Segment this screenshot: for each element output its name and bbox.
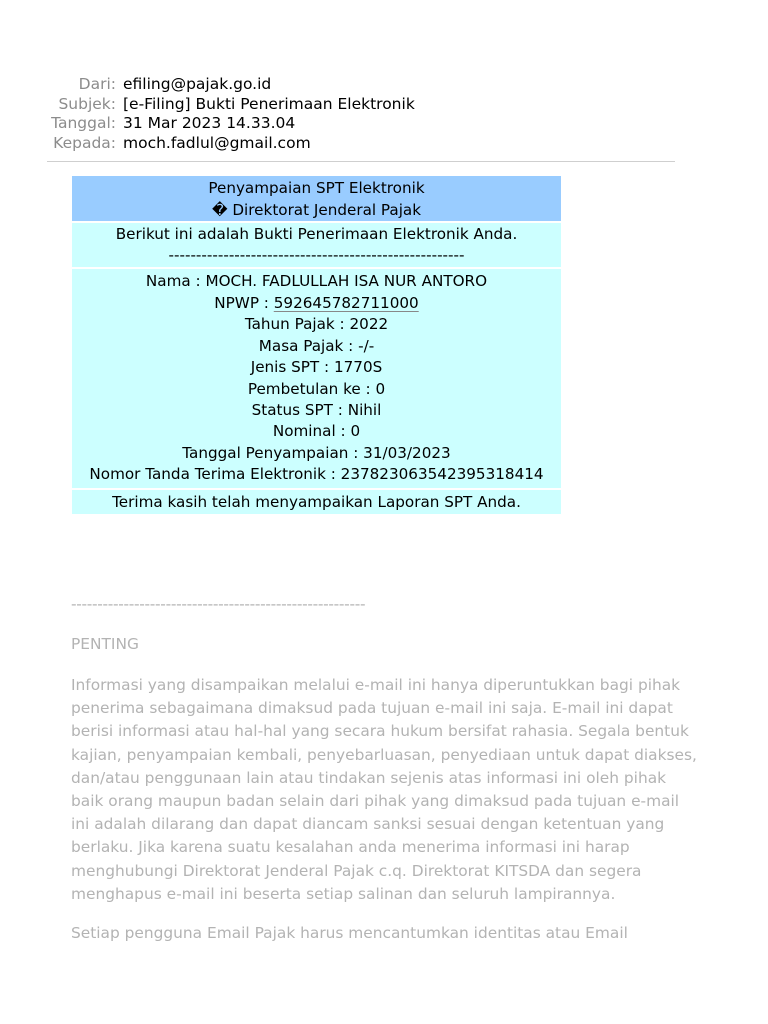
- receipt-title: Penyampaian SPT Elektronik: [208, 178, 425, 197]
- detail-spt-type: Jenis SPT : 1770S: [250, 358, 383, 377]
- detail-npwp: [72, 293, 561, 314]
- detail-tax-period: Masa Pajak : -/-: [258, 336, 375, 355]
- detail-receipt-number: Nomor Tanda Terima Elektronik : 237823063542395318414: [89, 465, 544, 484]
- from-row: [0, 75, 768, 95]
- receipt-intro-cell: [72, 223, 561, 267]
- notice-body-continued: Setiap pengguna Email Pajak harus mencantumkan identitas atau Email: [71, 924, 628, 943]
- date-row: [0, 114, 768, 134]
- receipt-details-cell: [72, 269, 561, 488]
- notice-body: Informasi yang disampaikan melalui e-mail ini hanya diperuntukkan bagi pihak penerima sebagaimana dimaksud pada tujuan e-mail ini saja. E-mail ini dapat berisi informasi atau hal-hal yang secara hukum bersifat rahasia. Segala bentuk kajian, penyampaian kembali, penyebarluasan, penyediaan untuk dapat diakses, dan/atau penggunaan lain atau tindakan sejenis atas informasi ini oleh pihak baik orang maupun badan selain dari pihak yang dimaksud pada tujuan e-mail ini adalah dilarang dan dapat diancam sanksi sesuai dengan ketentuan yang berlaku. Jika karena suatu kesalahan anda menerima informasi ini harap menghubungi Direktorat Jenderal Pajak c.q. Direktorat KITSDA dan segera menghapus e-mail ini beserta setiap salinan dan seluruh lampirannya.: [71, 676, 697, 903]
- from-address[interactable]: efiling@pajak.go.id: [123, 75, 272, 93]
- date-label: Tanggal:: [51, 114, 116, 132]
- receipt-table: [72, 176, 561, 514]
- detail-spt-status: Status SPT : Nihil: [251, 400, 382, 419]
- receipt-title-cell: [72, 176, 561, 221]
- header-divider: [47, 161, 675, 162]
- from-label: Dari:: [78, 75, 116, 93]
- to-address[interactable]: moch.fadlul@gmail.com: [123, 133, 311, 152]
- notice-rule: --------------------------------------------------------: [71, 595, 366, 613]
- legal-notice: [71, 594, 711, 945]
- detail-nominal: Nominal : 0: [272, 422, 361, 441]
- subject-value: [e-Filing] Bukti Penerimaan Elektronik: [123, 94, 415, 113]
- npwp-value[interactable]: 592645782711000: [273, 293, 419, 312]
- detail-tax-year: Tahun Pajak : 2022: [244, 315, 389, 334]
- detail-name: Nama : MOCH. FADLULLAH ISA NUR ANTORO: [145, 272, 488, 291]
- detail-submission-date: Tanggal Penyampaian : 31/03/2023: [182, 443, 451, 462]
- receipt-intro: Berikut ini adalah Bukti Penerimaan Elektronik Anda.: [115, 225, 518, 243]
- notice-heading: PENTING: [71, 635, 139, 653]
- email-header: [0, 75, 768, 153]
- subject-label: Subjek:: [58, 94, 116, 113]
- to-row: [0, 134, 768, 154]
- receipt-issuer: � Direktorat Jenderal Pajak: [211, 200, 422, 219]
- to-label: Kepada:: [53, 133, 116, 152]
- date-value: 31 Mar 2023 14.33.04: [123, 114, 296, 132]
- detail-revision: Pembetulan ke : 0: [247, 379, 386, 398]
- npwp-label: NPWP :: [214, 293, 274, 312]
- subject-row: [0, 95, 768, 115]
- receipt-intro-rule: ------------------------------------------------------: [168, 246, 465, 264]
- receipt-thanks: Terima kasih telah menyampaikan Laporan SPT Anda.: [72, 490, 561, 514]
